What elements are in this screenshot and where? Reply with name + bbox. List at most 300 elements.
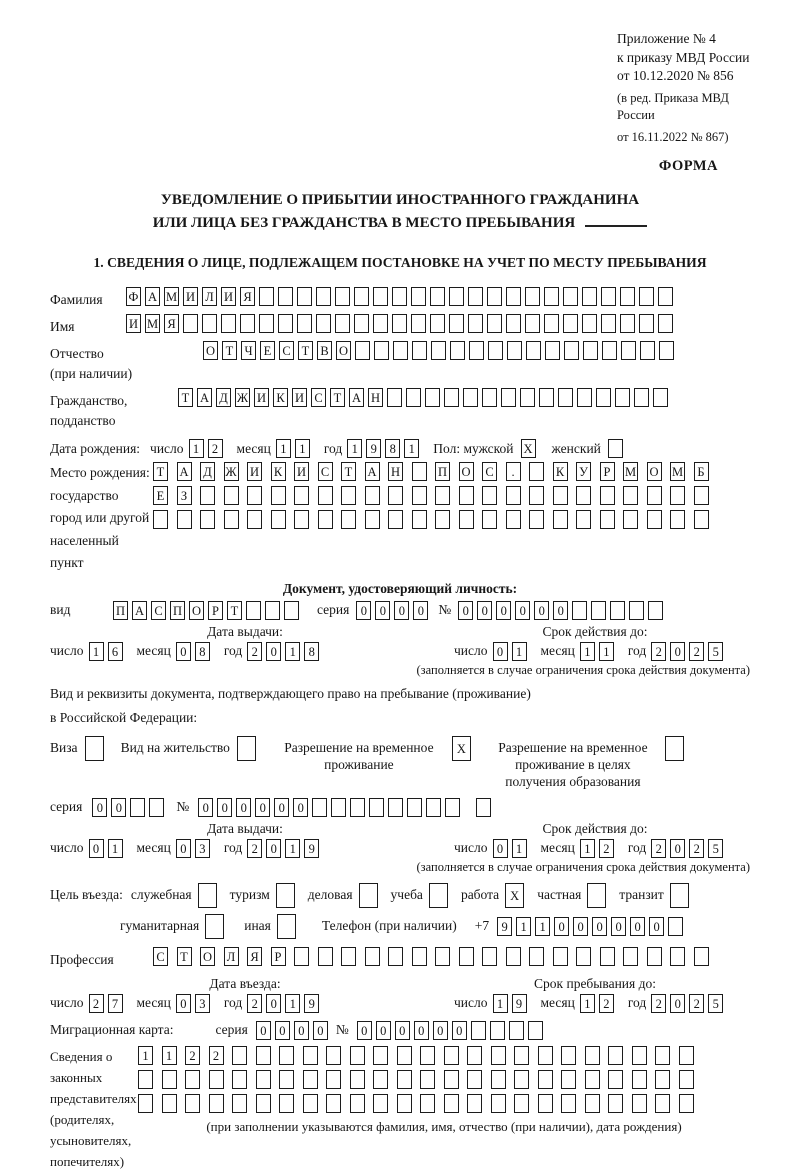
char-cell[interactable] (488, 341, 503, 360)
char-cell[interactable] (553, 510, 568, 529)
char-cell[interactable]: К (553, 462, 568, 481)
char-cell[interactable]: 1 (285, 642, 300, 661)
char-cell[interactable] (679, 1094, 694, 1113)
char-cell[interactable]: 1 (295, 439, 310, 458)
char-cell[interactable]: 5 (708, 839, 723, 858)
char-cell[interactable]: 7 (108, 994, 123, 1013)
char-cell[interactable] (476, 798, 491, 817)
char-cell[interactable]: . (506, 462, 521, 481)
char-cell[interactable] (303, 1070, 318, 1089)
char-cell[interactable]: 1 (512, 642, 527, 661)
char-cell[interactable]: 8 (195, 642, 210, 661)
char-cell[interactable]: В (317, 341, 332, 360)
char-cell[interactable]: Д (216, 388, 231, 407)
char-cell[interactable] (259, 314, 274, 333)
char-cell[interactable] (520, 388, 535, 407)
char-cell[interactable]: 1 (285, 994, 300, 1013)
char-cell[interactable]: 0 (670, 642, 685, 661)
char-cell[interactable]: 0 (477, 601, 492, 620)
char-cell[interactable] (373, 314, 388, 333)
char-cell[interactable] (373, 1070, 388, 1089)
char-cell[interactable] (525, 287, 540, 306)
char-cell[interactable] (514, 1094, 529, 1113)
checkbox[interactable] (670, 883, 689, 908)
char-cell[interactable]: М (145, 314, 160, 333)
char-cell[interactable] (316, 314, 331, 333)
char-cell[interactable]: Б (694, 462, 709, 481)
char-cell[interactable] (471, 1021, 486, 1040)
char-cell[interactable]: О (459, 462, 474, 481)
char-cell[interactable] (482, 388, 497, 407)
char-cell[interactable] (221, 314, 236, 333)
char-cell[interactable] (420, 1094, 435, 1113)
char-cell[interactable]: 0 (217, 798, 232, 817)
char-cell[interactable] (544, 287, 559, 306)
char-cell[interactable]: И (292, 388, 307, 407)
char-cell[interactable]: 1 (580, 642, 595, 661)
char-cell[interactable]: Л (202, 287, 217, 306)
char-cell[interactable] (529, 947, 544, 966)
char-cell[interactable] (392, 287, 407, 306)
char-cell[interactable] (369, 798, 384, 817)
char-cell[interactable]: 0 (176, 642, 191, 661)
char-cell[interactable] (354, 314, 369, 333)
char-cell[interactable] (561, 1046, 576, 1065)
checkbox[interactable] (429, 883, 448, 908)
char-cell[interactable]: А (349, 388, 364, 407)
char-cell[interactable] (412, 947, 427, 966)
char-cell[interactable] (487, 287, 502, 306)
char-cell[interactable] (153, 510, 168, 529)
char-cell[interactable]: 1 (189, 439, 204, 458)
char-cell[interactable] (623, 510, 638, 529)
char-cell[interactable] (303, 1094, 318, 1113)
char-cell[interactable]: 2 (689, 642, 704, 661)
char-cell[interactable] (538, 1094, 553, 1113)
char-cell[interactable] (331, 798, 346, 817)
char-cell[interactable] (539, 388, 554, 407)
char-cell[interactable]: Я (240, 287, 255, 306)
char-cell[interactable]: 0 (266, 839, 281, 858)
char-cell[interactable] (632, 1094, 647, 1113)
char-cell[interactable] (467, 1070, 482, 1089)
char-cell[interactable] (240, 314, 255, 333)
char-cell[interactable]: И (221, 287, 236, 306)
char-cell[interactable] (388, 510, 403, 529)
char-cell[interactable]: 1 (580, 994, 595, 1013)
char-cell[interactable] (529, 462, 544, 481)
char-cell[interactable]: 0 (534, 601, 549, 620)
char-cell[interactable] (601, 287, 616, 306)
char-cell[interactable]: 0 (198, 798, 213, 817)
char-cell[interactable] (430, 314, 445, 333)
char-cell[interactable] (373, 287, 388, 306)
char-cell[interactable] (608, 1046, 623, 1065)
char-cell[interactable]: 0 (630, 917, 645, 936)
char-cell[interactable] (585, 1094, 600, 1113)
char-cell[interactable] (318, 486, 333, 505)
char-cell[interactable] (538, 1070, 553, 1089)
char-cell[interactable]: 3 (195, 994, 210, 1013)
char-cell[interactable] (694, 947, 709, 966)
char-cell[interactable] (647, 510, 662, 529)
checkbox[interactable] (237, 736, 256, 761)
char-cell[interactable]: 0 (266, 994, 281, 1013)
char-cell[interactable]: 1 (580, 839, 595, 858)
char-cell[interactable]: 2 (185, 1046, 200, 1065)
char-cell[interactable] (670, 947, 685, 966)
char-cell[interactable] (506, 486, 521, 505)
char-cell[interactable] (467, 1046, 482, 1065)
char-cell[interactable] (655, 1070, 670, 1089)
char-cell[interactable]: Р (208, 601, 223, 620)
char-cell[interactable]: 0 (293, 798, 308, 817)
char-cell[interactable] (670, 510, 685, 529)
char-cell[interactable]: 0 (356, 601, 371, 620)
char-cell[interactable] (506, 947, 521, 966)
char-cell[interactable]: Т (330, 388, 345, 407)
char-cell[interactable]: 2 (209, 1046, 224, 1065)
char-cell[interactable]: 0 (670, 839, 685, 858)
char-cell[interactable]: Т (341, 462, 356, 481)
char-cell[interactable]: 0 (458, 601, 473, 620)
char-cell[interactable] (529, 486, 544, 505)
char-cell[interactable] (247, 486, 262, 505)
char-cell[interactable]: 0 (649, 917, 664, 936)
char-cell[interactable] (679, 1070, 694, 1089)
checkbox[interactable] (205, 914, 224, 939)
char-cell[interactable] (491, 1046, 506, 1065)
char-cell[interactable] (582, 314, 597, 333)
char-cell[interactable] (256, 1046, 271, 1065)
char-cell[interactable]: 0 (670, 994, 685, 1013)
char-cell[interactable] (397, 1070, 412, 1089)
char-cell[interactable] (130, 798, 145, 817)
char-cell[interactable] (659, 341, 674, 360)
char-cell[interactable] (632, 1046, 647, 1065)
char-cell[interactable] (354, 287, 369, 306)
char-cell[interactable]: М (164, 287, 179, 306)
char-cell[interactable]: 1 (599, 642, 614, 661)
char-cell[interactable] (679, 1046, 694, 1065)
char-cell[interactable] (326, 1070, 341, 1089)
char-cell[interactable] (312, 798, 327, 817)
char-cell[interactable] (431, 341, 446, 360)
char-cell[interactable] (373, 1094, 388, 1113)
char-cell[interactable] (138, 1094, 153, 1113)
char-cell[interactable]: 0 (496, 601, 511, 620)
char-cell[interactable]: 2 (651, 994, 666, 1013)
char-cell[interactable] (232, 1046, 247, 1065)
char-cell[interactable]: 2 (651, 642, 666, 661)
char-cell[interactable] (528, 1021, 543, 1040)
char-cell[interactable] (350, 1070, 365, 1089)
char-cell[interactable]: 9 (304, 839, 319, 858)
char-cell[interactable]: Ф (126, 287, 141, 306)
checkbox[interactable] (608, 439, 623, 458)
char-cell[interactable]: П (435, 462, 450, 481)
char-cell[interactable] (316, 287, 331, 306)
char-cell[interactable]: С (318, 462, 333, 481)
char-cell[interactable] (177, 510, 192, 529)
char-cell[interactable] (561, 1094, 576, 1113)
char-cell[interactable] (265, 601, 280, 620)
char-cell[interactable]: 0 (256, 1021, 271, 1040)
char-cell[interactable] (420, 1070, 435, 1089)
char-cell[interactable]: 0 (452, 1021, 467, 1040)
char-cell[interactable] (658, 287, 673, 306)
char-cell[interactable]: И (294, 462, 309, 481)
char-cell[interactable] (279, 1094, 294, 1113)
char-cell[interactable]: П (113, 601, 128, 620)
char-cell[interactable] (445, 798, 460, 817)
char-cell[interactable] (294, 947, 309, 966)
char-cell[interactable]: 2 (689, 994, 704, 1013)
char-cell[interactable]: 0 (553, 601, 568, 620)
char-cell[interactable] (335, 314, 350, 333)
char-cell[interactable] (294, 510, 309, 529)
char-cell[interactable] (544, 314, 559, 333)
char-cell[interactable]: 0 (413, 601, 428, 620)
char-cell[interactable] (183, 314, 198, 333)
char-cell[interactable]: Т (298, 341, 313, 360)
char-cell[interactable] (639, 287, 654, 306)
char-cell[interactable] (514, 1046, 529, 1065)
char-cell[interactable] (602, 341, 617, 360)
char-cell[interactable] (694, 510, 709, 529)
char-cell[interactable]: 6 (108, 642, 123, 661)
char-cell[interactable] (558, 388, 573, 407)
char-cell[interactable] (621, 341, 636, 360)
char-cell[interactable] (459, 947, 474, 966)
char-cell[interactable] (278, 314, 293, 333)
char-cell[interactable]: 0 (493, 839, 508, 858)
char-cell[interactable]: 1 (89, 642, 104, 661)
char-cell[interactable]: 8 (304, 642, 319, 661)
char-cell[interactable] (412, 510, 427, 529)
char-cell[interactable]: 0 (394, 601, 409, 620)
char-cell[interactable] (444, 1094, 459, 1113)
char-cell[interactable]: 5 (708, 642, 723, 661)
char-cell[interactable]: И (247, 462, 262, 481)
char-cell[interactable] (514, 1070, 529, 1089)
char-cell[interactable] (303, 1046, 318, 1065)
char-cell[interactable]: Н (368, 388, 383, 407)
checkbox[interactable]: X (452, 736, 471, 761)
char-cell[interactable]: Ч (241, 341, 256, 360)
char-cell[interactable] (459, 486, 474, 505)
char-cell[interactable]: Р (271, 947, 286, 966)
char-cell[interactable] (271, 486, 286, 505)
char-cell[interactable]: О (200, 947, 215, 966)
checkbox[interactable] (277, 914, 296, 939)
char-cell[interactable] (482, 947, 497, 966)
char-cell[interactable]: 0 (554, 917, 569, 936)
char-cell[interactable] (506, 314, 521, 333)
char-cell[interactable] (430, 287, 445, 306)
char-cell[interactable]: О (647, 462, 662, 481)
char-cell[interactable] (420, 1046, 435, 1065)
char-cell[interactable] (576, 510, 591, 529)
char-cell[interactable] (232, 1094, 247, 1113)
char-cell[interactable]: Т (227, 601, 242, 620)
char-cell[interactable] (491, 1070, 506, 1089)
char-cell[interactable]: Т (177, 947, 192, 966)
char-cell[interactable] (341, 510, 356, 529)
char-cell[interactable] (138, 1070, 153, 1089)
char-cell[interactable] (200, 510, 215, 529)
char-cell[interactable] (487, 314, 502, 333)
char-cell[interactable]: 0 (294, 1021, 309, 1040)
char-cell[interactable] (529, 510, 544, 529)
char-cell[interactable] (341, 947, 356, 966)
char-cell[interactable] (294, 486, 309, 505)
checkbox[interactable] (665, 736, 684, 761)
char-cell[interactable] (463, 388, 478, 407)
char-cell[interactable] (449, 287, 464, 306)
char-cell[interactable] (632, 1070, 647, 1089)
char-cell[interactable] (393, 341, 408, 360)
char-cell[interactable] (444, 388, 459, 407)
char-cell[interactable] (538, 1046, 553, 1065)
char-cell[interactable] (246, 601, 261, 620)
char-cell[interactable] (387, 388, 402, 407)
char-cell[interactable]: 0 (176, 994, 191, 1013)
char-cell[interactable] (670, 486, 685, 505)
char-cell[interactable]: М (670, 462, 685, 481)
char-cell[interactable] (435, 947, 450, 966)
char-cell[interactable] (335, 287, 350, 306)
char-cell[interactable]: 2 (247, 839, 262, 858)
char-cell[interactable] (482, 486, 497, 505)
char-cell[interactable] (564, 341, 579, 360)
char-cell[interactable] (468, 287, 483, 306)
char-cell[interactable]: Я (164, 314, 179, 333)
char-cell[interactable] (326, 1046, 341, 1065)
char-cell[interactable]: 9 (512, 994, 527, 1013)
char-cell[interactable]: Ж (224, 462, 239, 481)
char-cell[interactable]: 0 (493, 642, 508, 661)
char-cell[interactable]: 1 (512, 839, 527, 858)
char-cell[interactable]: 3 (195, 839, 210, 858)
char-cell[interactable]: Н (388, 462, 403, 481)
char-cell[interactable] (501, 388, 516, 407)
char-cell[interactable] (162, 1094, 177, 1113)
char-cell[interactable] (279, 1070, 294, 1089)
char-cell[interactable] (411, 287, 426, 306)
char-cell[interactable] (596, 388, 611, 407)
char-cell[interactable] (615, 388, 630, 407)
char-cell[interactable] (350, 798, 365, 817)
char-cell[interactable] (610, 601, 625, 620)
char-cell[interactable]: И (126, 314, 141, 333)
char-cell[interactable] (209, 1070, 224, 1089)
char-cell[interactable] (200, 486, 215, 505)
char-cell[interactable]: 0 (255, 798, 270, 817)
char-cell[interactable]: Т (153, 462, 168, 481)
checkbox[interactable] (198, 883, 217, 908)
checkbox[interactable] (276, 883, 295, 908)
char-cell[interactable] (259, 287, 274, 306)
char-cell[interactable] (572, 601, 587, 620)
char-cell[interactable] (648, 601, 663, 620)
checkbox[interactable] (587, 883, 606, 908)
char-cell[interactable]: 1 (535, 917, 550, 936)
char-cell[interactable] (318, 510, 333, 529)
char-cell[interactable] (576, 947, 591, 966)
char-cell[interactable] (450, 341, 465, 360)
char-cell[interactable]: У (576, 462, 591, 481)
char-cell[interactable] (350, 1046, 365, 1065)
char-cell[interactable]: 1 (162, 1046, 177, 1065)
char-cell[interactable] (444, 1046, 459, 1065)
char-cell[interactable] (341, 486, 356, 505)
char-cell[interactable]: С (482, 462, 497, 481)
char-cell[interactable]: 2 (247, 994, 262, 1013)
char-cell[interactable]: 0 (433, 1021, 448, 1040)
char-cell[interactable]: Е (260, 341, 275, 360)
char-cell[interactable]: 1 (347, 439, 362, 458)
char-cell[interactable] (202, 314, 217, 333)
char-cell[interactable]: Я (247, 947, 262, 966)
char-cell[interactable] (582, 287, 597, 306)
char-cell[interactable]: 0 (176, 839, 191, 858)
char-cell[interactable] (297, 314, 312, 333)
char-cell[interactable]: 2 (599, 994, 614, 1013)
char-cell[interactable] (392, 314, 407, 333)
char-cell[interactable]: 0 (111, 798, 126, 817)
char-cell[interactable]: С (153, 947, 168, 966)
char-cell[interactable]: 2 (689, 839, 704, 858)
char-cell[interactable]: П (170, 601, 185, 620)
char-cell[interactable] (373, 1046, 388, 1065)
char-cell[interactable]: 1 (404, 439, 419, 458)
char-cell[interactable]: 2 (89, 994, 104, 1013)
char-cell[interactable] (256, 1094, 271, 1113)
char-cell[interactable]: Е (153, 486, 168, 505)
char-cell[interactable] (388, 486, 403, 505)
char-cell[interactable] (406, 388, 421, 407)
char-cell[interactable]: 1 (285, 839, 300, 858)
char-cell[interactable]: 0 (611, 917, 626, 936)
char-cell[interactable]: 0 (515, 601, 530, 620)
char-cell[interactable] (185, 1070, 200, 1089)
char-cell[interactable] (224, 486, 239, 505)
char-cell[interactable]: 2 (247, 642, 262, 661)
char-cell[interactable]: 0 (274, 798, 289, 817)
char-cell[interactable] (608, 1094, 623, 1113)
char-cell[interactable] (149, 798, 164, 817)
char-cell[interactable]: К (273, 388, 288, 407)
char-cell[interactable] (694, 486, 709, 505)
char-cell[interactable] (247, 510, 262, 529)
char-cell[interactable]: 0 (275, 1021, 290, 1040)
char-cell[interactable]: А (197, 388, 212, 407)
char-cell[interactable] (224, 510, 239, 529)
char-cell[interactable]: 1 (138, 1046, 153, 1065)
char-cell[interactable] (435, 486, 450, 505)
char-cell[interactable] (326, 1094, 341, 1113)
char-cell[interactable]: 1 (516, 917, 531, 936)
char-cell[interactable]: 0 (376, 1021, 391, 1040)
char-cell[interactable] (482, 510, 497, 529)
char-cell[interactable] (623, 947, 638, 966)
char-cell[interactable]: Ж (235, 388, 250, 407)
char-cell[interactable] (509, 1021, 524, 1040)
char-cell[interactable]: 8 (385, 439, 400, 458)
char-cell[interactable] (620, 314, 635, 333)
char-cell[interactable] (506, 510, 521, 529)
